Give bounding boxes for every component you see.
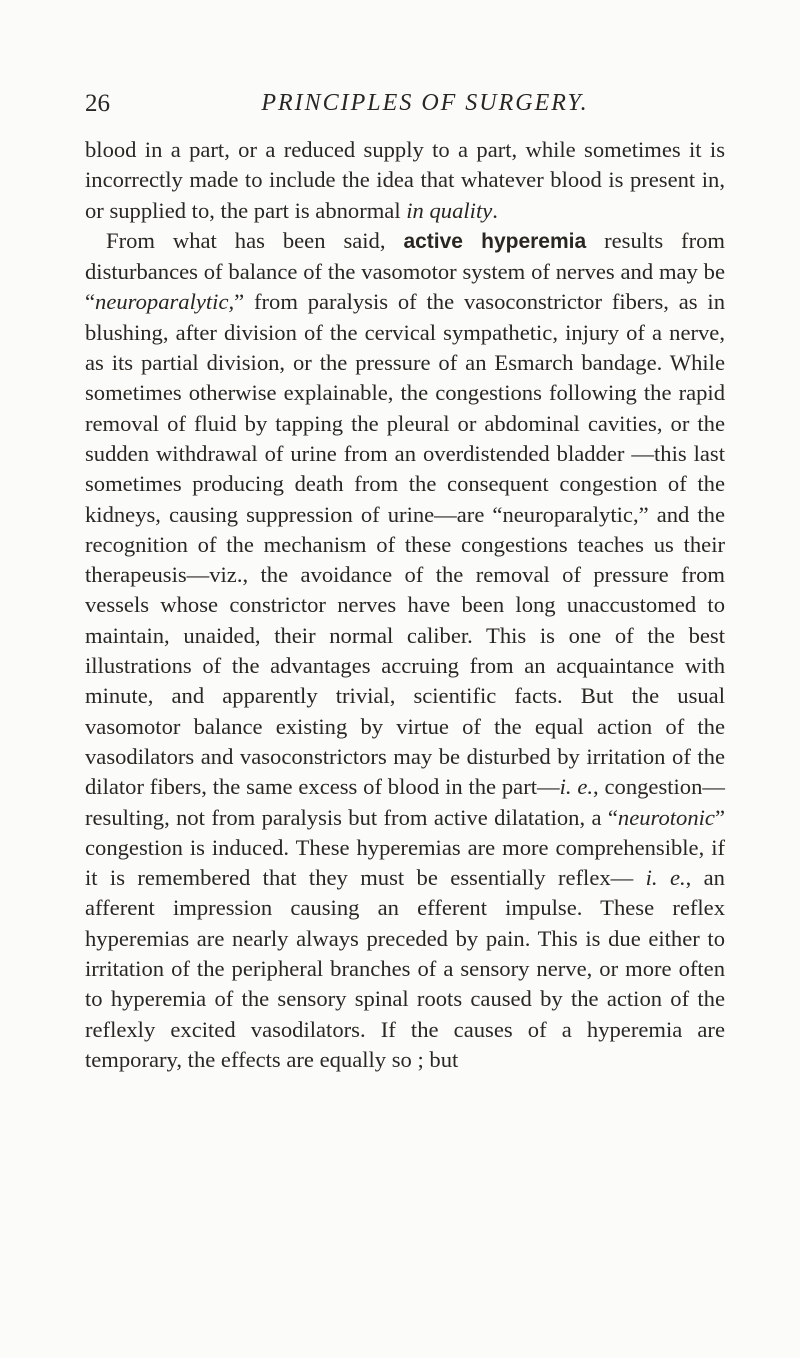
italic-phrase: in quality xyxy=(406,197,493,223)
paragraph-2 xyxy=(85,226,725,1075)
text-run: , an afferent impression causing an efferent impulse. These reflex hyperemias are nearly always preceded by pain. This is due either to irritation of the peripheral branches of a sensory nerve, or more often to hyperemia of the sensory spinal roots caused by the action of the reflexly excited vasodilators. If the causes of a hyperemia are temporary, the effects are equally so ; but xyxy=(85,865,725,1072)
text-run: ” from paralysis of the vasoconstrictor fibers, as in blushing, after division of the cervical sympathetic, injury of a nerve, as its partial division, or the pressure of an Esmarch bandage. While sometimes otherwise explainable, the congestions following the rapid removal of fluid by tapping the pleural or abdominal cavities, or the sudden withdrawal of urine from an overdistended bladder —this last sometimes producing death from the consequent congestion of the kidneys, causing suppression of urine—are “neuroparalytic,” and the recognition of the mechanism of these congestions teaches us their therapeusis—viz., the avoidance of the removal of pressure from vessels whose constrictor nerves have been long unaccustomed to maintain, unaided, their normal caliber. This is one of the best illustrations of the advantages accruing from an acquaintance with minute, and apparently trivial, scientific facts. But the usual vasomotor balance existing by virtue of the equal action of the vasodilators and vasoconstrictors may be disturbed by irritation of the dilator fibers, the same excess of blood in the part— xyxy=(85,289,725,800)
italic-abbrev: i. e. xyxy=(645,865,686,891)
body-text xyxy=(85,135,725,1075)
text-run: . xyxy=(492,197,498,223)
page-header xyxy=(85,90,725,126)
italic-term: neurotonic xyxy=(617,804,715,830)
text-run: From what has been said, xyxy=(106,227,404,253)
text-run: results from disturbances of balance of the vasomotor system of nerves and may be “ xyxy=(85,227,725,315)
page-number: 26 xyxy=(85,90,110,117)
running-title: PRINCIPLES OF SURGERY. xyxy=(261,90,589,116)
text-run: , congestion—resulting, not from paralysis but from active dilatation, a “ xyxy=(85,774,725,830)
text-run: ” congestion is induced. These hyperemias are more comprehensible, if it is remembered that they must be essentially reflex— xyxy=(85,804,725,891)
paragraph-1 xyxy=(85,135,725,226)
italic-term: neuroparalytic, xyxy=(95,289,235,315)
bold-term: active hyperemia xyxy=(403,229,587,253)
text-run: blood in a part, or a reduced supply to a part, while sometimes it is incorrectly made to include the idea that whatever blood is present in, or supplied to, the part is abnormal xyxy=(85,137,725,223)
italic-abbrev: i. e. xyxy=(559,774,594,800)
